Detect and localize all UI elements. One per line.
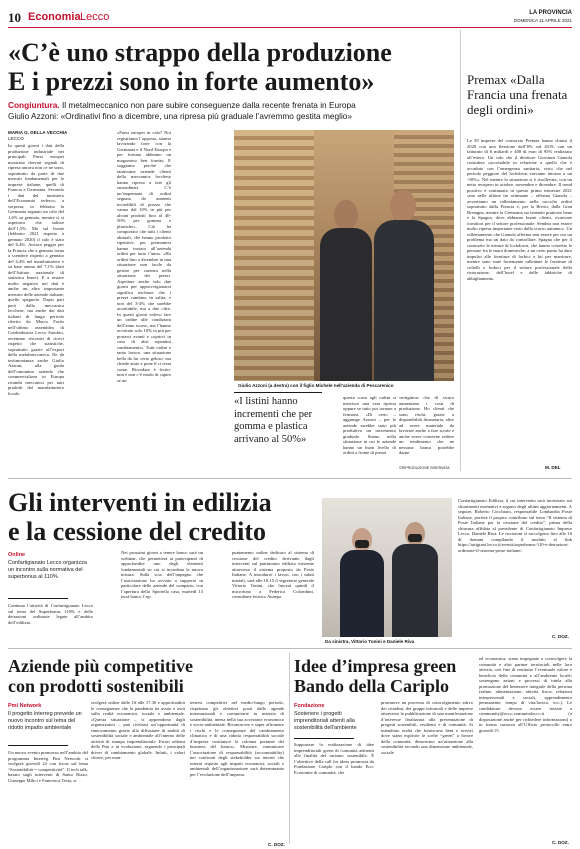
article2-deck: Confartigianato Lecco organizza un incontro sulla normativa del superbonus al 110%	[8, 560, 87, 580]
article2-label: Online	[8, 552, 26, 558]
article3-title-line2: con prodotti sostenibili	[8, 676, 184, 696]
article3-deck-rule	[8, 745, 68, 746]
article2-column2: Nei prossimi giorni a tenere banco sarà un webinar, che permetterà ai partecipanti di approfondire uno degli elementi fondamentali su cui si incardina la nuova misura. Sulla scia dell’impegno che l’associazione ha avviato a supporto in particolare delle aziende del comparto, con l’apertura dello Sportello casa, martedì 13 terrà banco l’ap-	[121, 550, 203, 599]
article3-column3: tenersi competitivi nel medio-lungo periodo, rispettano gli obiettivi posti dalle agende internazionali e comunitarie in materia di sostenibilità, intesa nella sua accezione economico e socio-ambientale. Riconoscere e saper affrontare i rischi e le conseguenze del cambiamento climatico e di una ridotta responsabilità sociale d’impresa costituisce la colonna portante del business del futuro». Misurare, comunicare l’associazione di responsabilità (accountability) nei confronti degli stakeholder sia interni che esterni rispetto agli impatti economici, sociali e ambientali dell’organizzazione sarà determinante per l’evoluzione dell’impresa.	[190, 700, 284, 777]
issue-date: DOMENICA 11 APRILE 2021	[513, 18, 572, 23]
article4-column3: ed economica; siano impegnate a coinvolgere la comunità e altri partner territoriali nelle loro attività, crei fine di restituire l’eventuale valore e beneficio della comunità e all’ambiente locale; sostengano azioni e processi di tutela alla promozione del benessere integrale della persona (salute, alimentazione, attività fisica, relazioni interpersonali e sociali, apprendimento permanente, tempo di vita/lavoro, ecc.). Le candidature devono essere inviate a community@ecco.comunitalecco.it (a disposizione anche per richiedere informazioni) o in forma cartacea all’Ufficio protocollo entro giovedì 15.	[479, 656, 572, 733]
article1-column4: vertiginosi che di sicuro aumentano i costi di produzione. Ho clienti che sono rischi, grazie a disponibilità finanziaria, oltre ad avere materiale da lavorare anche a fare scorte e anche avere conviene vedere un rendimento che ne nessuna banca potrebbe darne.	[399, 395, 454, 455]
header-rule	[8, 27, 572, 28]
article3-signoff: C. DOZ.	[268, 842, 285, 847]
article4-deck: Sostenere i progetti imprenditoriali attenti alla sostenibilità dell’ambiente	[294, 711, 357, 731]
shelf-left	[234, 130, 314, 390]
article1-column3: questa corsa agli ordini si inserisce una vera ripresa oppure se tutto poi tornare a fermarsi. «Di certo – aggiunge Azzoni – per le aziende sarebbe stato più produttivo un incremento graduale. Siamo nella situazione in cui le aziende hanno un buon livello di ordini a fronte di prezzi	[343, 395, 396, 455]
person-left	[320, 200, 372, 390]
article2-photo-caption: Da sinistra, Vittorio Tonini e Daniele Riva	[322, 637, 452, 646]
article4-column2: promuove un processo di coinvolgimento attivo dei cittadini, dei gruppi informali e delle imprese attraverso la pubblicazione di una manifestazione d’interesse finalizzata alla presentazione di progetti sostenibili, resilienti e di comunità. Si intendono realtà che forniscano beni o servizi dove siano esplicite le scelte “green” a favore della comunità, dimostrino un’attenzione alla sostenibilità secondo una dimensione ambientale, sociale	[381, 700, 473, 755]
person-riva	[392, 522, 438, 638]
sidebar-divider	[460, 30, 461, 471]
article2-column4: Confartigianato Edilizia, il cui intervento sarà incentrato sui chiarimenti normativi a seguito degli ultimi aggiornamenti. A seguire, Roberto Cocchiaro, responsabile Lombardia Poste Italiane, porterà il proprio contributo sul tema “Il sistema di Poste Italiane per la cessione del credito”, prima della chiusura affidata al presidente di Confartigianato Imprese Lecco, Daniele Riva. Le iscrizioni si raccolgono fino alle 16 di domani compilando il modulo al link https://artigiani.lecco.it/eventi/superbonus-110-e-detrazioni-ordinarie-il-sistema-poste-italiane/.	[458, 498, 572, 553]
article1-photo	[234, 130, 454, 390]
article3-title-line1: Aziende più competitive	[8, 656, 193, 676]
sidebar1-text: Le 39 imprese del consorzio Premax hanno chiuso il 2020 con una flessione dell’8% sul 2019, con un fatturato di 6 miliardi e 400 di euro di 95% realizzato all’estero. Un calo che il direttore Giovanni Gianola considera «accettabile in relazione a quello che è accaduto con l’emergenza sanitaria, visto che nel periodo peggiore del lockdown eravamo intorno a un -50%». Nel mentre la situazione si è risollevata, con un netto recupero in ottobre, novembre e dicembre. Il trend positivo è continuato in questo primo trimestre 2021 «ma nelle ultime tre settimane – afferma Gianola – avvertiamo un rallentamento nella raccolta ordini soprattutto dalla Francia e, per la Brexit, dalla Gran Bretagna, mentre la Germania sta tenendo piuttosto bene e la Spagna, dove abbiamo buoni clienti, ricaricate fornitiori per il settore professionale. Sembra non essere molto ripresa importante visto dalla scorso autunno». Un rallentamento che Gianola afferma non essere per ora un problema ma un dato da controllare. Spagna che per il consorzio le misure di lockdown, che hanno costretto le persone fra le mura domestiche, a un certo punto ha dato impulso alle forniture di forbici e kit per manicure, mentre sono state fortemente rallentate le forniture di coltelli e forbici per il settore professionale della ristorazione, dell’hotel e delle fabbriche di abbigliamento.	[467, 138, 572, 281]
article4-title	[294, 656, 474, 696]
article4-signoff: C. DOZ.	[552, 840, 569, 845]
article2-column1: Continua l’attività di Confartigianato Lecco sul tema del Superbonus 110% e delle detrazioni ordinarie legate all’ambito dell’edilizia.	[8, 603, 93, 625]
article1-title-line1: «C’è uno strappo della produzione	[8, 38, 392, 67]
article1-location: LECCO	[8, 136, 24, 141]
article4-title-line1: Idee d’impresa green	[294, 656, 457, 676]
newspaper-name: LA PROVINCIA	[529, 10, 572, 16]
page-header	[8, 10, 572, 26]
article1-column2: «Paesi europei in calo? Noi registriamo l’opposto, stiamo lavorando forte con la Germania e il Nord Europa e per fortuna abbiamo un magazzino ben fornito. E soggiamo perché che tantissime aziende clienti della meccanica lecchese hanno ripreso a fare gli straordinari. C’è un’impennata di ordini segnata da aumenti incredibili di prezzo che vanno dal 10% in più per alcuni prodotti fino al 40-50% per gomma e plastiche». Ciò ha comportato che tutti i clienti abituali, che hanno prodotto ripetitive, per premunirsi hanno inviato all’azienda ordini per tutto l’anno. «Ho ordini fino a dicembre in una situazione non facile da gestire per carenza nella situazione dei prezzi. Aspettare anche solo due giorni per approvvigionarsi significa rischiare che i prezzi cambino in salita, e non del 3-4% che sarebbe accettabile, ma a due cifre. In questi giorni volevo fare un ordine alle condizioni dell’anno scorso, ma l’hanno accettato solo 10% in più per portarci avanti e coprirci in caso di altri repentini cambiamenti». Tutti ordini e tanto lavoro, una situazione bella da far certo geloso, ma chiede aiuto e pone lì ci resta come. Ricordare è lecito: non è non c’è modo di capire se un	[117, 130, 171, 383]
article4-label: Fondazione	[294, 703, 325, 709]
article1-subtitle-text: Il metalmeccanico non pare subire conseguenze dalla recente frenata in Europa	[61, 100, 356, 110]
article2-column3: puntamento online dedicato al sistema di cessione del credito derivante dagli interventi sul patrimonio edilizio esistente attraverso il sistema proposto da Poste Italiane. A introdurre i lavori, con i saluti iniziali, sarà alle 18.15 il segretario generale Vittorio Tonini, che lascerà quindi il microfono a Federica Colombini, consulente tecnico Anaepa	[232, 550, 314, 599]
person-right	[374, 190, 434, 390]
article4-column1: Supportare la realizzazione di idee imprenditoriali green di comunità aderenti alle finalità del turismo sostenibile. È l’obiettivo della call for ideas promossa da Fondazione Cariplo con il bando Eco: Economie di comunità, che	[294, 742, 374, 775]
section-rule-2	[8, 648, 572, 649]
column-divider	[289, 652, 290, 844]
article1-byline	[8, 130, 67, 142]
section-label: Economia	[28, 11, 81, 23]
article3-column2: svolgerà online dalle 16 alle 17.30 e approfondirà le conseguenze che la pandemia ha avuto e avrà sulla realtà economica, sociale e ambientale. «Questa situazione – si apprendono dagli organizzatori – può rivelarsi un’opportunità di rinnovamento grazie alla diffusione di ambiti di sostenibilità sociale e ambientale all’interno delle attività di stampo imprenditoriale. Errori odierni delle Pmi e in evoluzione, seguendo i principali driver di cambiamento globale. Infatti, i valori chiave, per man-	[91, 700, 185, 760]
article1-title	[8, 38, 453, 96]
subsection-label: Lecco	[80, 11, 110, 23]
sidebar1-title: Premax «Dalla Francia una frenata degli ordini»	[467, 72, 568, 117]
article3-title	[8, 656, 293, 696]
article1-column1: In questi giorni i dati della produzione industriale nei principali Paesi europei mostrano chevari segnali di ripresa ancora non ce ne sono, soprattutto da parte di due mercati fondamentali per le imprese italiane, quelli di Francia e Germania. Secondo i dati del ministero dell’Economia tedesco, a sorpresa, in febbraio la Germania segnato un calo del 1,6% su gennaio, mentre ci si aspettava che salisse dell’1,5%. Ma sul fronte (febbraio 2021 rispetto a gennaio 2020) il calo è stato del 6,4%. Ancora peggio per la Francia che a gennaio torna a scendere rispetto a gennaio del 4,4% nel manifatturiero e su base annua del 7,1% (dati dell’Istituto nazionale di statistica Insee). E a restare molto negativo nei dati è anche un altro importante mercato delle aziende italiane, quello spagnolo. Dapis part però dalla meccanica lecchese, ma anche dai dati italiani di lungo periodo riferito da Marco Fortis nell’ultimo assemblea di Confindustria Lecco Sondrio, avremmo riscontri di ricevi rispetto che statistiche, soprattutto grazie all’export della metalmeccanica. Ne dà testimonianza anche Giulio Azzoni, alla guida dell’omonima azienda che commercializza in Europa ricambi meccanici per tutti prodotti dal manifatturiero locale.	[8, 143, 64, 396]
article2-title-line1: Gli interventi in edilizia	[8, 488, 272, 517]
section-rule-1	[8, 478, 572, 479]
article1-author: MARIA G. DELLA VECCHIA	[8, 130, 68, 135]
article1-credit: ©RIPRODUZIONE RISERVATA	[399, 466, 450, 470]
article4-deck-rule	[294, 738, 354, 739]
person-tonini	[340, 528, 384, 638]
article3-column1: Un nuovo evento promosso nell’ambito del programma Interreg Pmi Network si svolgerà giovedì 22 con focus sul tema “Sostenibilità = competitività”. Il tech talk, basato sugli interventi di Santo Rizzo, Giuseppe Milici e Francesca Testa, si	[8, 750, 88, 783]
article3-deck: Il progetto interreg prevede un nuovo incontro sul tema del ridotto impatto ambientale	[8, 711, 82, 731]
quote-rule	[234, 392, 322, 393]
article4-title-line2: Bando della Cariplo	[294, 676, 450, 696]
article1-subtitle-text2: Giulio Azzoni: «Ordinativi fino a dicembre, una ripresa più graduale l’avremmo gestita meglio»	[8, 111, 353, 121]
article2-signoff: C. DOZ.	[552, 634, 569, 639]
article2-deck-rule	[8, 598, 68, 599]
article3-label: Pmi Network	[8, 703, 42, 709]
article2-photo	[322, 498, 452, 646]
article1-kicker: Congiuntura.	[8, 100, 60, 110]
article2-title-line2: e la cessione del credito	[8, 517, 267, 546]
article1-photo-caption: Giulio Azzoni (a destra) con il figlio Michele nell’azienda di Pescarenico	[234, 381, 454, 390]
article1-title-line2: E i prezzi sono in forte aumento»	[8, 67, 375, 96]
page-number: 10	[8, 10, 21, 25]
sidebar1-signoff: M. DEL	[545, 465, 561, 470]
article1-pullquote: «I listini hanno incrementi che per gomma e plastica arrivano al 50%»	[234, 396, 313, 445]
article1-subtitle	[8, 100, 453, 122]
